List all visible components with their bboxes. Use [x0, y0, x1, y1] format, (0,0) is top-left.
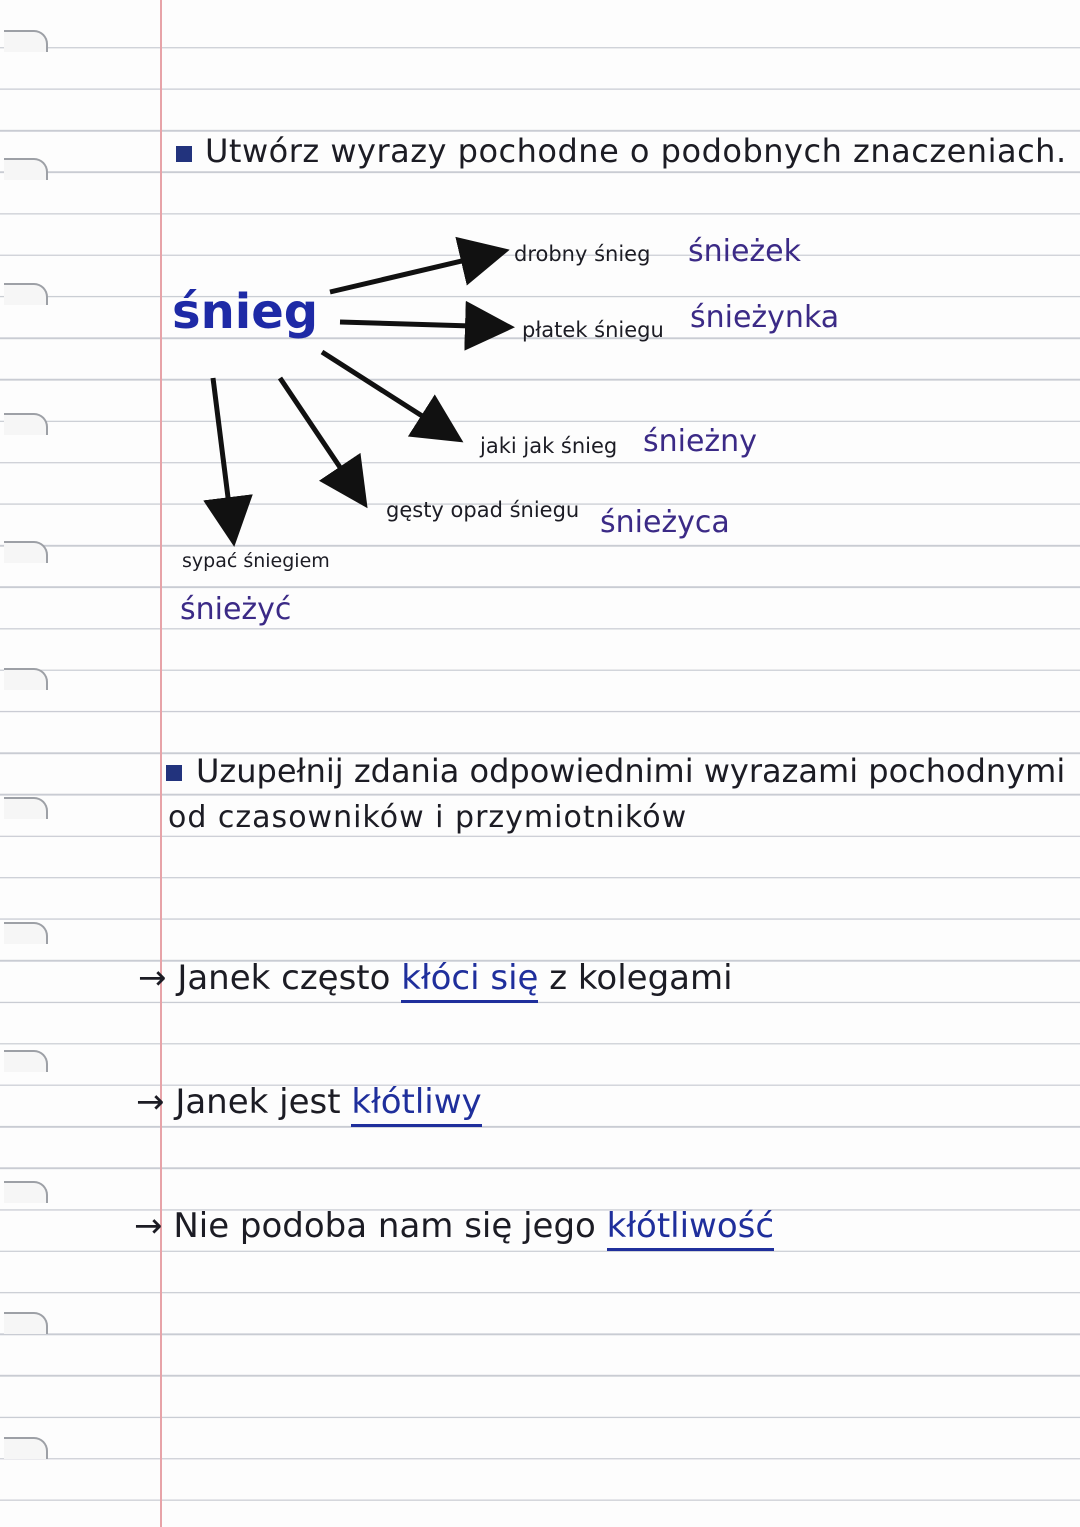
sentence-3-before: Nie podoba nam się jego — [173, 1206, 596, 1246]
gloss-3: jaki jak śnieg — [480, 434, 618, 458]
derived-word-5: śnieżyć — [180, 592, 292, 627]
arrow-right-icon: → — [138, 958, 167, 998]
arrow-3 — [322, 352, 455, 437]
derived-word-4: śnieżyca — [600, 505, 730, 540]
derived-word-2: śnieżynka — [690, 300, 840, 335]
gloss-5: sypać śniegiem — [182, 550, 330, 572]
root-word: śnieg — [172, 284, 319, 340]
sentence-2-before: Janek jest — [175, 1082, 341, 1122]
gloss-4: gęsty opad śniegu — [386, 498, 580, 522]
task2-instruction-line2: od czasowników i przymiotników — [168, 800, 688, 835]
sentence-1 — [138, 958, 733, 998]
bullet-square-icon — [166, 765, 182, 781]
derived-word-3: śnieżny — [643, 424, 757, 459]
arrow-right-icon: → — [134, 1206, 163, 1246]
arrow-5 — [213, 378, 233, 537]
derived-word-1: śnieżek — [688, 234, 802, 269]
sentence-3 — [134, 1206, 774, 1246]
task2-instruction-line1: Uzupełnij zdania odpowiednimi wyrazami pochodnymi — [196, 752, 1066, 790]
task1-instruction: Utwórz wyrazy pochodne o podobnych znaczeniach. — [205, 132, 1067, 170]
gloss-1: drobny śnieg — [514, 242, 651, 266]
sentence-3-answer: kłótliwość — [607, 1206, 774, 1251]
arrow-2 — [340, 322, 505, 327]
sentence-1-answer: kłóci się — [401, 958, 538, 1003]
arrow-right-icon: → — [136, 1082, 165, 1122]
sentence-2-answer: kłótliwy — [351, 1082, 481, 1127]
sentence-1-before: Janek często — [177, 958, 391, 998]
sentence-2 — [136, 1082, 482, 1122]
sentence-1-after: z kolegami — [549, 958, 733, 998]
gloss-2: płatek śniegu — [522, 318, 664, 342]
arrow-1 — [330, 252, 500, 292]
arrow-4 — [280, 378, 362, 500]
